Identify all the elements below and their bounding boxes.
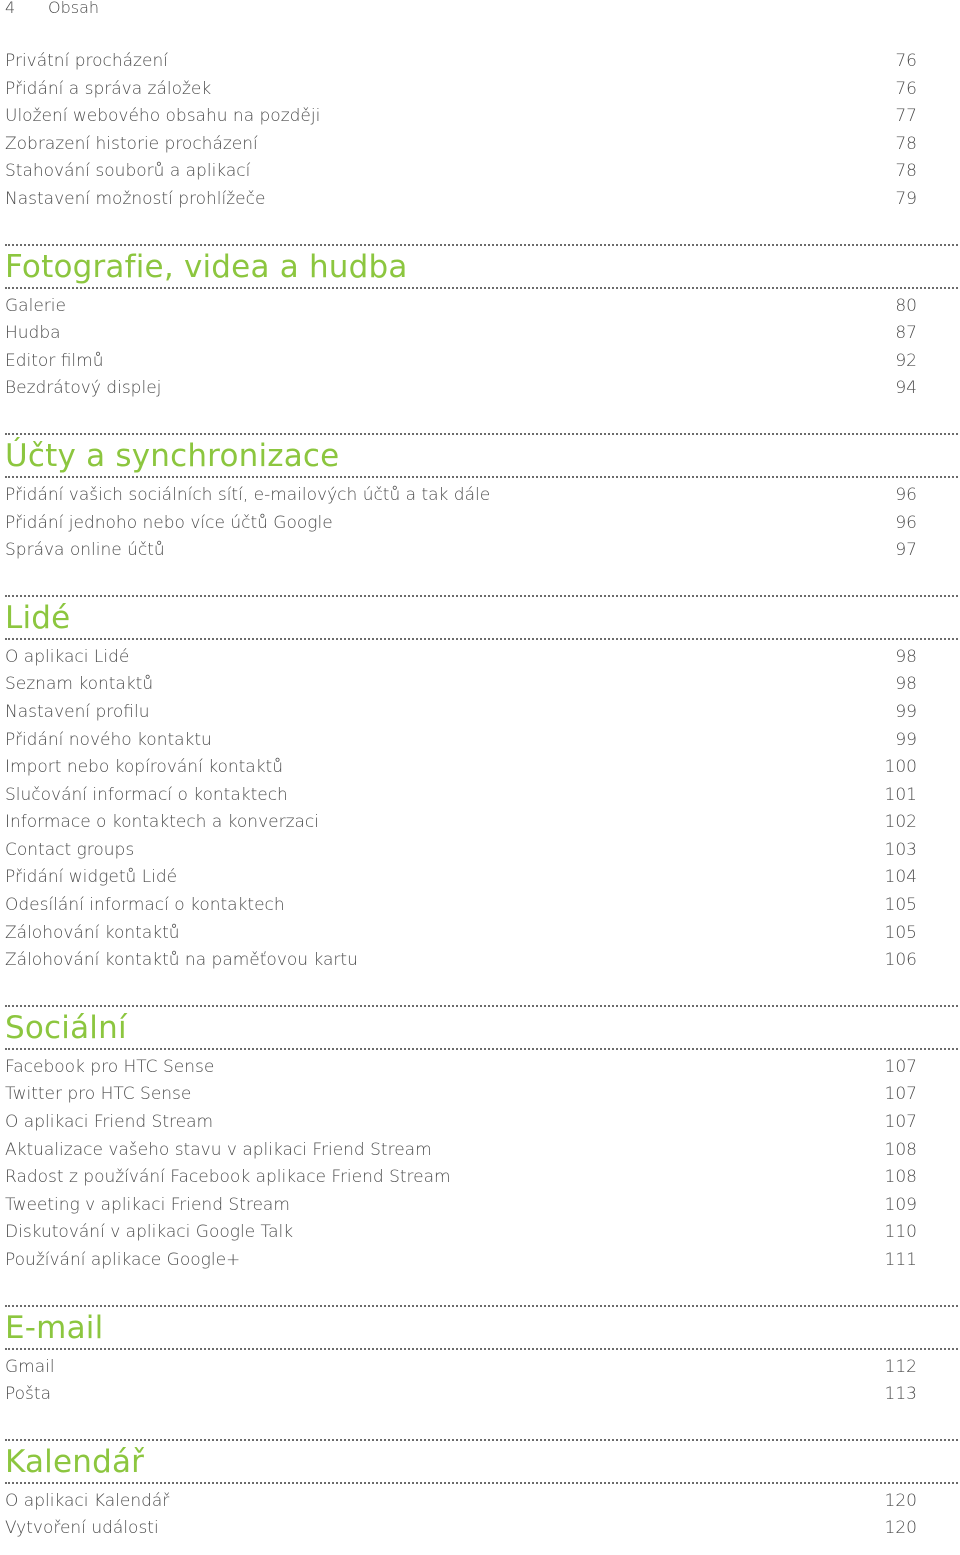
toc-entry-title: Aktualizace vašeho stavu v aplikaci Friend Stream <box>5 1139 432 1160</box>
section-divider <box>5 476 958 478</box>
toc-entry[interactable] <box>5 482 917 510</box>
toc-entry-page: 113 <box>884 1384 917 1405</box>
page-header-title: Obsah <box>48 0 100 17</box>
toc-entry[interactable] <box>5 892 917 920</box>
toc-entry[interactable] <box>5 837 917 865</box>
toc-entry-title: O aplikaci Friend Stream <box>5 1112 214 1133</box>
toc-entry-title: Přidání a správa záložek <box>5 78 212 99</box>
toc-entry-page: 105 <box>884 922 917 943</box>
toc-entry-title: Diskutování v aplikaci Google Talk <box>5 1222 294 1243</box>
toc-entry[interactable] <box>5 510 917 538</box>
section-title[interactable]: Kalendář <box>5 1443 145 1480</box>
toc-entry-title: Přidání vašich sociálních sítí, e-mailových účtů a tak dále <box>5 484 491 505</box>
toc-entry-page: 102 <box>884 812 917 833</box>
toc-entry[interactable] <box>5 375 917 403</box>
toc-entry-title: Gmail <box>5 1356 55 1377</box>
toc-entry[interactable] <box>5 947 917 975</box>
toc-entry-title: Import nebo kopírování kontaktů <box>5 757 283 778</box>
toc-entry-page: 87 <box>895 323 917 344</box>
section-divider <box>5 1048 958 1050</box>
toc-entry-page: 77 <box>895 106 917 127</box>
toc-entry-page: 111 <box>884 1250 917 1270</box>
toc-entry-page: 120 <box>884 1490 917 1511</box>
intro-entries <box>5 48 917 214</box>
toc-entry-title: Informace o kontaktech a konverzaci <box>5 812 320 833</box>
toc-entry-page: 78 <box>895 133 917 154</box>
toc-entry-title: Pošta <box>5 1384 51 1405</box>
toc-entry-page: 79 <box>895 188 917 209</box>
section-title[interactable]: Sociální <box>5 1009 127 1046</box>
toc-entry-title: O aplikaci Kalendář <box>5 1490 170 1511</box>
toc-entry[interactable] <box>5 1247 917 1275</box>
toc-entry-title: O aplikaci Lidé <box>5 646 130 667</box>
toc-entry-page: 112 <box>884 1356 917 1377</box>
section-entries <box>5 293 917 403</box>
toc-section <box>5 595 917 975</box>
toc-section <box>5 433 917 565</box>
toc-entry-title: Zobrazení historie procházení <box>5 133 258 154</box>
toc-entry-title: Contact groups <box>5 839 135 860</box>
toc-entry-title: Privátní procházení <box>5 51 168 71</box>
toc-entry-page: 76 <box>895 78 917 99</box>
toc-entry-page: 106 <box>884 950 917 971</box>
toc-entry[interactable] <box>5 1354 917 1382</box>
toc-entry[interactable] <box>5 699 917 727</box>
section-entries <box>5 644 917 975</box>
toc-entry-title: Tweeting v aplikaci Friend Stream <box>5 1194 290 1215</box>
page-number: 4 <box>5 0 16 17</box>
toc-section <box>5 1439 917 1543</box>
toc-entry-page: 108 <box>884 1167 917 1188</box>
toc-entry-page: 101 <box>884 784 917 805</box>
section-title[interactable]: Účty a synchronizace <box>5 437 340 474</box>
toc-entry[interactable] <box>5 644 917 672</box>
toc-entry-page: 92 <box>895 350 917 371</box>
section-divider <box>5 1482 958 1484</box>
toc-entry[interactable] <box>5 1109 917 1137</box>
toc-entry[interactable] <box>5 920 917 948</box>
toc-entry-title: Slučování informací o kontaktech <box>5 784 288 805</box>
toc-entry-page: 105 <box>884 895 917 916</box>
table-of-contents <box>5 48 917 1543</box>
toc-entry-page: 107 <box>884 1084 917 1105</box>
section-entries <box>5 1354 917 1409</box>
toc-entry-page: 120 <box>884 1518 917 1539</box>
toc-entry[interactable] <box>5 727 917 755</box>
section-divider <box>5 638 958 640</box>
toc-entry-page: 94 <box>895 378 917 399</box>
section-entries <box>5 482 917 565</box>
toc-entry-title: Vytvoření události <box>5 1518 159 1539</box>
toc-entry-title: Twitter pro HTC Sense <box>5 1084 192 1105</box>
toc-entry[interactable] <box>5 754 917 782</box>
toc-entry-page: 103 <box>884 839 917 860</box>
toc-entry-page: 97 <box>895 540 917 561</box>
toc-entry-title: Správa online účtů <box>5 540 165 561</box>
toc-entry[interactable] <box>5 671 917 699</box>
toc-entry-page: 98 <box>895 646 917 667</box>
toc-entry[interactable] <box>5 158 917 186</box>
toc-section <box>5 1305 917 1409</box>
toc-entry-page: 100 <box>884 757 917 778</box>
section-entries <box>5 1488 917 1543</box>
toc-entry-title: Zálohování kontaktů na paměťovou kartu <box>5 950 358 971</box>
section-divider <box>5 287 958 289</box>
toc-entry-page: 78 <box>895 161 917 182</box>
toc-entry-title: Odesílání informací o kontaktech <box>5 895 285 916</box>
toc-entry-page: 98 <box>895 674 917 695</box>
toc-entry[interactable] <box>5 809 917 837</box>
toc-entry-title: Používání aplikace Google+ <box>5 1250 241 1270</box>
toc-entry[interactable] <box>5 320 917 348</box>
toc-section <box>5 244 917 403</box>
toc-entry-page: 108 <box>884 1139 917 1160</box>
toc-entry-page: 96 <box>895 512 917 533</box>
toc-entry[interactable] <box>5 1164 917 1192</box>
toc-section <box>5 1005 917 1275</box>
toc-entry-page: 107 <box>884 1056 917 1077</box>
section-title[interactable]: Fotografie, videa a hudba <box>5 248 408 285</box>
toc-entry[interactable] <box>5 293 917 321</box>
toc-entry[interactable] <box>5 1488 917 1516</box>
toc-entry-page: 80 <box>895 295 917 316</box>
toc-entry[interactable] <box>5 1381 917 1409</box>
toc-entry[interactable] <box>5 1515 917 1543</box>
toc-entry-page: 110 <box>884 1222 917 1243</box>
toc-entry[interactable] <box>5 48 917 76</box>
section-title[interactable]: E-mail <box>5 1309 104 1346</box>
toc-sections <box>5 244 917 1543</box>
toc-entry-page: 104 <box>884 867 917 888</box>
toc-entry[interactable] <box>5 76 917 104</box>
toc-entry-page: 99 <box>895 701 917 722</box>
toc-entry[interactable] <box>5 1137 917 1165</box>
section-divider <box>5 1348 958 1350</box>
toc-entry-title: Radost z používání Facebook aplikace Friend Stream <box>5 1167 451 1188</box>
toc-entry[interactable] <box>5 348 917 376</box>
toc-entry-page: 96 <box>895 484 917 505</box>
toc-entry[interactable] <box>5 1192 917 1220</box>
section-divider <box>5 1439 958 1441</box>
section-divider <box>5 1305 958 1307</box>
section-divider <box>5 244 958 246</box>
toc-entry-title: Stahování souborů a aplikací <box>5 161 251 182</box>
toc-entry-title: Hudba <box>5 323 61 344</box>
section-title[interactable]: Lidé <box>5 599 71 636</box>
section-divider <box>5 1005 958 1007</box>
toc-entry[interactable] <box>5 131 917 159</box>
toc-entry[interactable] <box>5 1054 917 1082</box>
toc-entry[interactable] <box>5 537 917 565</box>
toc-entry-title: Zálohování kontaktů <box>5 922 180 943</box>
toc-entry-title: Seznam kontaktů <box>5 674 154 695</box>
toc-entry-title: Editor filmů <box>5 350 104 371</box>
toc-entry[interactable] <box>5 782 917 810</box>
toc-entry-title: Bezdrátový displej <box>5 378 162 399</box>
section-entries <box>5 1054 917 1275</box>
toc-entry-title: Facebook pro HTC Sense <box>5 1056 215 1077</box>
toc-entry-title: Přidání nového kontaktu <box>5 729 212 750</box>
toc-entry-page: 109 <box>884 1194 917 1215</box>
toc-entry-title: Galerie <box>5 295 66 316</box>
toc-entry-page: 76 <box>895 51 917 71</box>
toc-entry[interactable] <box>5 864 917 892</box>
toc-entry[interactable] <box>5 1219 917 1247</box>
toc-entry-title: Nastavení profilu <box>5 701 150 722</box>
toc-entry[interactable] <box>5 103 917 131</box>
toc-entry[interactable] <box>5 1081 917 1109</box>
section-divider <box>5 595 958 597</box>
toc-entry-title: Přidání widgetů Lidé <box>5 867 178 888</box>
toc-entry-page: 99 <box>895 729 917 750</box>
toc-entry-title: Uložení webového obsahu na později <box>5 106 321 127</box>
toc-entry[interactable] <box>5 186 917 214</box>
section-divider <box>5 433 958 435</box>
toc-entry-page: 107 <box>884 1112 917 1133</box>
toc-entry-title: Přidání jednoho nebo více účtů Google <box>5 512 333 533</box>
toc-entry-title: Nastavení možností prohlížeče <box>5 188 266 209</box>
